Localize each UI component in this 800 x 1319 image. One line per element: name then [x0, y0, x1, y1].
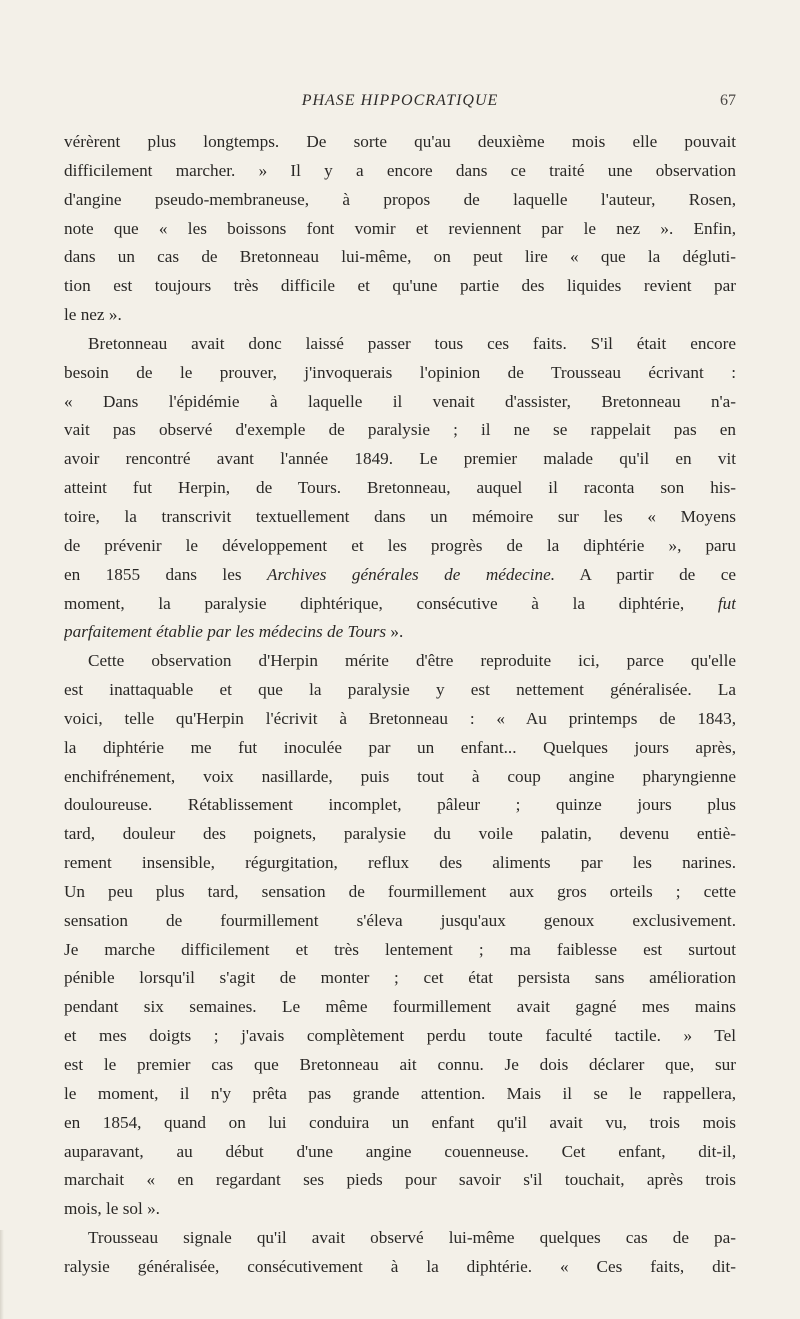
text-line: rement insensible, régurgitation, reflux des aliments par les narines. — [64, 853, 736, 873]
text-line: le nez ». — [64, 305, 122, 325]
text-line: pendant six semaines. Le même fourmillement avait gagné mes mains — [64, 997, 736, 1017]
text-line: enchifrénement, voix nasillarde, puis tout à coup angine pharyngienne — [64, 766, 736, 786]
text-line: Je marche difficilement et très lentement ; ma faiblesse est surtout — [64, 939, 736, 959]
text-line: avoir rencontré avant l'année 1849. Le premier malade qu'il en vit — [64, 449, 736, 469]
body-text — [64, 128, 736, 1282]
text-line: et mes doigts ; j'avais complètement perdu toute faculté tactile. » Tel — [64, 1026, 736, 1046]
text-line: douloureuse. Rétablissement incomplet, pâleur ; quinze jours plus — [64, 795, 736, 815]
text-line: le moment, il n'y prêta pas grande attention. Mais il se le rappellera, — [64, 1083, 736, 1103]
text-line: Trousseau signale qu'il avait observé lui-même quelques cas de pa- — [88, 1228, 736, 1248]
text-line: marchait « en regardant ses pieds pour savoir s'il touchait, après trois — [64, 1170, 736, 1190]
text-line: note que « les boissons font vomir et reviennent par le nez ». Enfin, — [64, 218, 736, 238]
text-line: tard, douleur des poignets, paralysie du voile palatin, devenu entiè- — [64, 824, 736, 844]
text-line: est le premier cas que Bretonneau ait connu. Je dois déclarer que, sur — [64, 1055, 736, 1074]
text-line: besoin de le prouver, j'invoquerais l'opinion de Trousseau écrivant : — [64, 362, 736, 382]
page-edge-shadow — [0, 1230, 4, 1319]
text-line: dans un cas de Bretonneau lui-même, on peut lire « que la dégluti- — [64, 247, 736, 267]
text-line: mois, le sol ». — [64, 1199, 160, 1219]
text-line: la diphtérie me fut inoculée par un enfant... Quelques jours après, — [64, 737, 736, 757]
text-line: de prévenir le développement et les progrès de la diphtérie », paru — [64, 535, 736, 555]
text-line: difficilement marcher. » Il y a encore dans ce traité une observation — [64, 160, 736, 180]
running-head — [0, 92, 800, 116]
text-line: ralysie généralisée, consécutivement à la diphtérie. « Ces faits, dit- — [64, 1256, 736, 1276]
italic-segment: parfaitement établie par les médecins de Tours — [64, 622, 387, 642]
text-line: sensation de fourmillement s'éleva jusqu'aux genoux exclusivement. — [64, 910, 736, 930]
text-line: « Dans l'épidémie à laquelle il venait d'assister, Bretonneau n'a- — [64, 391, 736, 411]
page-number: 67 — [720, 92, 736, 109]
text-line: Cette observation d'Herpin mérite d'être reproduite ici, parce qu'elle — [88, 651, 736, 671]
text-line-mixed — [64, 618, 736, 647]
text-line: atteint fut Herpin, de Tours. Bretonneau, auquel il raconta son his- — [64, 478, 736, 498]
text-line: d'angine pseudo-membraneuse, à propos de laquelle l'auteur, Rosen, — [64, 189, 736, 209]
running-title: PHASE HIPPOCRATIQUE — [301, 92, 499, 109]
text-line: vait pas observé d'exemple de paralysie ; il ne se rappelait pas en — [64, 420, 736, 440]
text-segment: moment, la paralysie diphtérique, consécutive à la diphtérie, — [64, 593, 685, 613]
text-line: vérèrent plus longtemps. De sorte qu'au deuxième mois elle pouvait — [64, 132, 736, 151]
text-line: Un peu plus tard, sensation de fourmillement aux gros orteils ; cette — [64, 881, 736, 901]
text-line: tion est toujours très difficile et qu'une partie des liquides revient par — [64, 276, 736, 296]
journal-title: Archives générales de médecine. — [266, 564, 556, 584]
text-line: voici, telle qu'Herpin l'écrivit à Bretonneau : « Au printemps de 1843, — [64, 708, 736, 728]
text-line: auparavant, au début d'une angine couenneuse. Cet enfant, dit-il, — [64, 1141, 736, 1161]
text-segment: A partir de ce — [579, 564, 736, 584]
text-line: est inattaquable et que la paralysie y est nettement généralisée. La — [64, 680, 736, 700]
text-line-mixed — [64, 590, 736, 619]
text-segment: en 1855 dans les — [64, 564, 242, 584]
text-line: en 1854, quand on lui conduira un enfant qu'il avait vu, trois mois — [64, 1112, 736, 1132]
text-line: toire, la transcrivit textuellement dans un mémoire sur les « Moyens — [64, 506, 736, 526]
text-line: pénible lorsqu'il s'agit de monter ; cet état persista sans amélioration — [64, 968, 736, 988]
italic-segment: fut — [717, 593, 736, 613]
text-line: Bretonneau avait donc laissé passer tous ces faits. S'il était encore — [88, 333, 736, 353]
text-line-mixed — [64, 561, 736, 590]
text-segment: ». — [390, 622, 404, 642]
